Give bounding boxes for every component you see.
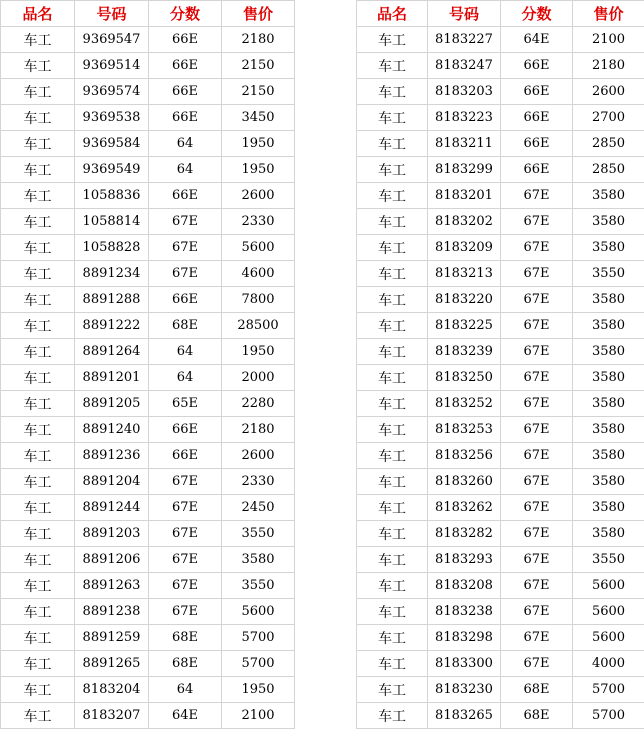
header-code: 号码 [75,1,149,27]
cell-price: 3580 [573,183,644,209]
cell-name: 车工 [1,417,75,443]
cell-name: 车工 [357,703,428,729]
cell-name: 车工 [1,677,75,703]
cell-name: 车工 [357,417,428,443]
cell-code: 8891238 [75,599,149,625]
cell-code: 8183204 [75,677,149,703]
cell-code: 9369538 [75,105,149,131]
column-gap [295,625,357,651]
cell-code: 8183282 [428,521,501,547]
cell-name: 车工 [357,339,428,365]
table-row [1,625,644,651]
cell-price: 3580 [573,313,644,339]
cell-code: 8183207 [75,703,149,729]
cell-code: 8891288 [75,287,149,313]
cell-price: 2600 [222,443,295,469]
cell-code: 8183209 [428,235,501,261]
cell-code: 8891259 [75,625,149,651]
table-row [1,313,644,339]
table-row [1,703,644,729]
cell-name: 车工 [1,443,75,469]
cell-score: 67E [501,469,573,495]
cell-score: 68E [149,313,222,339]
cell-score: 64 [149,365,222,391]
cell-score: 67E [501,443,573,469]
cell-code: 8183265 [428,703,501,729]
cell-score: 67E [501,599,573,625]
column-gap [295,183,357,209]
table-row [1,183,644,209]
cell-name: 车工 [357,365,428,391]
cell-score: 67E [149,547,222,573]
cell-name: 车工 [357,521,428,547]
cell-score: 67E [149,235,222,261]
cell-score: 66E [501,53,573,79]
column-gap [295,547,357,573]
cell-name: 车工 [357,677,428,703]
cell-name: 车工 [1,651,75,677]
column-gap [295,157,357,183]
cell-name: 车工 [357,599,428,625]
column-gap [295,1,357,27]
cell-name: 车工 [1,573,75,599]
column-gap [295,677,357,703]
cell-price: 3580 [573,469,644,495]
cell-name: 车工 [357,209,428,235]
table-row [1,495,644,521]
cell-code: 1058814 [75,209,149,235]
cell-code: 8183250 [428,365,501,391]
cell-score: 64 [149,339,222,365]
column-gap [295,105,357,131]
cell-name: 车工 [1,365,75,391]
cell-code: 1058828 [75,235,149,261]
cell-price: 3550 [573,547,644,573]
column-gap [295,495,357,521]
cell-score: 66E [149,53,222,79]
cell-price: 4000 [573,651,644,677]
cell-price: 2150 [222,53,295,79]
column-gap [295,391,357,417]
cell-score: 67E [149,495,222,521]
table-row [1,365,644,391]
header-name: 品名 [357,1,428,27]
cell-code: 9369514 [75,53,149,79]
cell-price: 2000 [222,365,295,391]
cell-score: 64E [501,27,573,53]
cell-name: 车工 [1,261,75,287]
cell-name: 车工 [357,495,428,521]
cell-code: 8183201 [428,183,501,209]
cell-name: 车工 [1,547,75,573]
column-gap [295,27,357,53]
column-gap [295,131,357,157]
cell-code: 9369584 [75,131,149,157]
cell-score: 66E [501,79,573,105]
cell-score: 66E [501,131,573,157]
cell-code: 8183225 [428,313,501,339]
cell-code: 8891263 [75,573,149,599]
cell-score: 64E [149,703,222,729]
column-gap [295,521,357,547]
cell-score: 67E [501,235,573,261]
column-gap [295,469,357,495]
cell-score: 67E [149,573,222,599]
cell-score: 66E [149,287,222,313]
cell-code: 8891222 [75,313,149,339]
cell-price: 3580 [573,235,644,261]
cell-name: 车工 [357,27,428,53]
cell-price: 5600 [573,573,644,599]
cell-code: 8183227 [428,27,501,53]
cell-code: 8183202 [428,209,501,235]
cell-name: 车工 [1,391,75,417]
cell-price: 1950 [222,157,295,183]
cell-code: 9369547 [75,27,149,53]
cell-score: 66E [149,443,222,469]
cell-name: 车工 [357,287,428,313]
cell-price: 2180 [222,417,295,443]
cell-price: 3580 [573,521,644,547]
header-code: 号码 [428,1,501,27]
cell-name: 车工 [1,79,75,105]
cell-price: 3580 [573,417,644,443]
cell-name: 车工 [1,105,75,131]
cell-code: 8183300 [428,651,501,677]
table-row [1,235,644,261]
cell-code: 8183298 [428,625,501,651]
cell-score: 68E [501,703,573,729]
cell-code: 8891264 [75,339,149,365]
header-row [1,1,644,27]
cell-name: 车工 [357,157,428,183]
cell-score: 67E [501,651,573,677]
cell-price: 5700 [573,703,644,729]
cell-code: 8183203 [428,79,501,105]
cell-price: 3450 [222,105,295,131]
cell-score: 67E [501,521,573,547]
cell-name: 车工 [357,79,428,105]
column-gap [295,261,357,287]
cell-price: 2600 [573,79,644,105]
column-gap [295,443,357,469]
table-row [1,417,644,443]
cell-price: 1950 [222,339,295,365]
table-row [1,79,644,105]
cell-name: 车工 [1,703,75,729]
cell-price: 5700 [222,625,295,651]
column-gap [295,651,357,677]
cell-price: 1950 [222,677,295,703]
cell-price: 2100 [573,27,644,53]
cell-name: 车工 [1,53,75,79]
cell-score: 67E [501,417,573,443]
cell-code: 8891203 [75,521,149,547]
cell-score: 66E [501,105,573,131]
cell-code: 8183239 [428,339,501,365]
cell-price: 4600 [222,261,295,287]
cell-code: 8183238 [428,599,501,625]
cell-code: 8183256 [428,443,501,469]
cell-score: 67E [149,521,222,547]
cell-score: 68E [149,651,222,677]
cell-score: 64 [149,157,222,183]
column-gap [295,703,357,729]
cell-name: 车工 [357,235,428,261]
cell-price: 5600 [573,599,644,625]
header-price: 售价 [222,1,295,27]
cell-price: 2180 [222,27,295,53]
cell-code: 8891206 [75,547,149,573]
cell-name: 车工 [357,313,428,339]
cell-price: 5700 [222,651,295,677]
table-row [1,261,644,287]
cell-code: 8183213 [428,261,501,287]
cell-price: 3580 [573,443,644,469]
table-row [1,573,644,599]
column-gap [295,209,357,235]
cell-score: 66E [149,105,222,131]
cell-name: 车工 [357,469,428,495]
table-row [1,53,644,79]
table-row [1,105,644,131]
cell-price: 3580 [573,365,644,391]
cell-name: 车工 [357,131,428,157]
cell-score: 67E [501,625,573,651]
table-row [1,547,644,573]
cell-name: 车工 [1,339,75,365]
table-row [1,391,644,417]
cell-name: 车工 [1,469,75,495]
cell-score: 67E [501,261,573,287]
table-row [1,131,644,157]
cell-price: 2330 [222,209,295,235]
cell-price: 7800 [222,287,295,313]
cell-name: 车工 [1,27,75,53]
cell-score: 66E [501,157,573,183]
cell-code: 8891201 [75,365,149,391]
table-row [1,677,644,703]
cell-score: 67E [149,469,222,495]
cell-name: 车工 [1,235,75,261]
column-gap [295,313,357,339]
cell-score: 67E [149,209,222,235]
cell-score: 67E [149,261,222,287]
cell-score: 67E [501,339,573,365]
cell-score: 68E [501,677,573,703]
cell-score: 67E [149,599,222,625]
cell-name: 车工 [357,105,428,131]
cell-price: 2700 [573,105,644,131]
cell-code: 8183208 [428,573,501,599]
cell-name: 车工 [357,261,428,287]
cell-score: 66E [149,183,222,209]
cell-code: 9369549 [75,157,149,183]
column-gap [295,79,357,105]
cell-price: 3580 [573,391,644,417]
cell-score: 67E [501,183,573,209]
column-gap [295,417,357,443]
cell-price: 3580 [573,495,644,521]
header-name: 品名 [1,1,75,27]
table-row [1,651,644,677]
cell-name: 车工 [1,521,75,547]
table-row [1,209,644,235]
cell-name: 车工 [357,625,428,651]
table-body [1,27,644,729]
cell-price: 3550 [573,261,644,287]
cell-price: 1950 [222,131,295,157]
header-score: 分数 [501,1,573,27]
cell-name: 车工 [357,183,428,209]
cell-code: 8183260 [428,469,501,495]
cell-price: 3580 [573,287,644,313]
cell-score: 67E [501,391,573,417]
cell-price: 3580 [573,339,644,365]
table-row [1,27,644,53]
column-gap [295,53,357,79]
cell-code: 8183262 [428,495,501,521]
table-row [1,521,644,547]
cell-code: 8891236 [75,443,149,469]
cell-price: 3580 [573,209,644,235]
cell-score: 66E [149,79,222,105]
cell-score: 67E [501,495,573,521]
cell-code: 8891244 [75,495,149,521]
cell-price: 2850 [573,131,644,157]
header-score: 分数 [149,1,222,27]
cell-code: 8891265 [75,651,149,677]
cell-price: 2280 [222,391,295,417]
column-gap [295,339,357,365]
column-gap [295,287,357,313]
cell-name: 车工 [357,573,428,599]
cell-name: 车工 [1,131,75,157]
cell-score: 67E [501,313,573,339]
cell-score: 65E [149,391,222,417]
cell-name: 车工 [1,287,75,313]
table-row [1,339,644,365]
cell-price: 3550 [222,573,295,599]
cell-code: 8891240 [75,417,149,443]
cell-code: 9369574 [75,79,149,105]
cell-name: 车工 [357,53,428,79]
cell-price: 5700 [573,677,644,703]
cell-name: 车工 [1,313,75,339]
cell-score: 68E [149,625,222,651]
column-gap [295,599,357,625]
header-price: 售价 [573,1,644,27]
cell-name: 车工 [357,391,428,417]
cell-score: 67E [501,573,573,599]
cell-score: 64 [149,677,222,703]
cell-score: 67E [501,365,573,391]
table-row [1,157,644,183]
cell-score: 66E [149,417,222,443]
cell-price: 2600 [222,183,295,209]
cell-price: 5600 [573,625,644,651]
cell-code: 8183211 [428,131,501,157]
cell-code: 8183293 [428,547,501,573]
cell-code: 8183253 [428,417,501,443]
cell-price: 2180 [573,53,644,79]
cell-price: 2850 [573,157,644,183]
cell-name: 车工 [1,183,75,209]
cell-code: 8891205 [75,391,149,417]
cell-name: 车工 [1,625,75,651]
cell-name: 车工 [357,651,428,677]
cell-price: 3550 [222,521,295,547]
cell-name: 车工 [357,547,428,573]
cell-code: 8183252 [428,391,501,417]
cell-score: 67E [501,209,573,235]
cell-name: 车工 [1,495,75,521]
cell-code: 8183223 [428,105,501,131]
cell-code: 8183299 [428,157,501,183]
cell-name: 车工 [1,599,75,625]
cell-price: 2330 [222,469,295,495]
cell-code: 8891234 [75,261,149,287]
cell-price: 3580 [222,547,295,573]
cell-score: 64 [149,131,222,157]
cell-code: 8183247 [428,53,501,79]
cell-score: 67E [501,287,573,313]
cell-score: 66E [149,27,222,53]
column-gap [295,235,357,261]
table-row [1,469,644,495]
cell-price: 2150 [222,79,295,105]
cell-score: 67E [501,547,573,573]
column-gap [295,365,357,391]
cell-price: 5600 [222,599,295,625]
cell-price: 5600 [222,235,295,261]
cell-price: 28500 [222,313,295,339]
cell-price: 2100 [222,703,295,729]
cell-name: 车工 [1,157,75,183]
cell-code: 8183230 [428,677,501,703]
cell-code: 8891204 [75,469,149,495]
cell-name: 车工 [357,443,428,469]
table-row [1,599,644,625]
cell-name: 车工 [1,209,75,235]
table-row [1,287,644,313]
column-gap [295,573,357,599]
cell-code: 1058836 [75,183,149,209]
cell-price: 2450 [222,495,295,521]
table-row [1,443,644,469]
cell-code: 8183220 [428,287,501,313]
